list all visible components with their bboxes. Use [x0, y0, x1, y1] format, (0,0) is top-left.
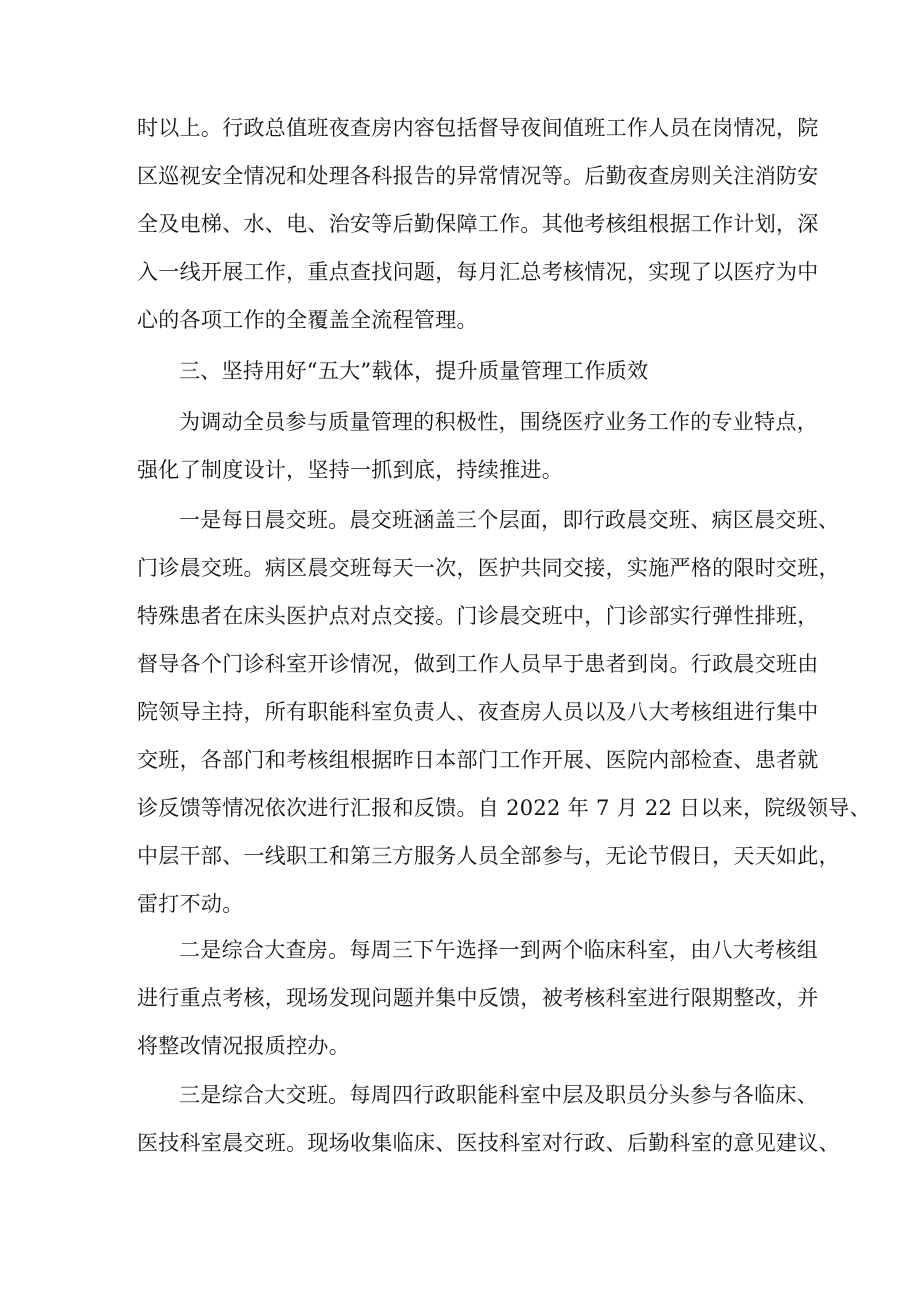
text-line: 医技科室晨交班。现场收集临床、医技科室对行政、后勤科室的意见建议、 — [137, 1131, 840, 1155]
text-line: 入一线开展工作，重点查找问题，每月汇总考核情况，实现了以医疗为中 — [137, 260, 819, 284]
text-line: 中层干部、一线职工和第三方服务人员全部参与，无论节假日，天天如此， — [137, 844, 840, 868]
text-line: 督导各个门诊科室开诊情况，做到工作人员早于患者到岗。行政晨交班由 — [137, 652, 819, 676]
text-line: 强化了制度设计，坚持一抓到底，持续推进。 — [137, 458, 563, 482]
text-line: 区巡视安全情况和处理各科报告的异常情况等。后勤夜查房则关注消防安 — [137, 164, 819, 188]
body-paragraph — [137, 398, 818, 494]
text-line: 雷打不动。 — [137, 892, 244, 916]
text-line: 二是综合大查房。每周三下午选择一到两个临床科室，由八大考核组 — [179, 938, 818, 962]
body-paragraph — [137, 1071, 840, 1167]
text-line: 诊反馈等情况依次进行汇报和反馈。自 2022 年 7 月 22 日以来，院级领导、 — [137, 796, 871, 820]
text-line: 交班，各部门和考核组根据昨日本部门工作开展、医院内部检查、患者就 — [137, 748, 819, 772]
body-paragraph — [137, 926, 819, 1070]
body-paragraph — [137, 104, 819, 344]
text-line: 将整改情况报质控办。 — [137, 1034, 350, 1058]
text-line: 门诊晨交班。病区晨交班每天一次，医护共同交接，实施严格的限时交班， — [137, 556, 840, 580]
text-line: 为调动全员参与质量管理的积极性，围绕医疗业务工作的专业特点， — [179, 410, 818, 434]
text-line: 三是综合大交班。每周四行政职能科室中层及职员分头参与各临床、 — [179, 1083, 818, 1107]
text-line: 特殊患者在床头医护点对点交接。门诊晨交班中，门诊部实行弹性排班， — [137, 604, 819, 628]
text-line: 院领导主持，所有职能科室负责人、夜查房人员以及八大考核组进行集中 — [137, 700, 819, 724]
heading-line: 三、坚持用好“五大”载体，提升质量管理工作质效 — [179, 359, 649, 383]
text-line: 一是每日晨交班。晨交班涵盖三个层面，即行政晨交班、病区晨交班、 — [179, 508, 840, 532]
text-line: 全及电梯、水、电、治安等后勤保障工作。其他考核组根据工作计划，深 — [137, 212, 819, 236]
text-line: 心的各项工作的全覆盖全流程管理。 — [137, 308, 478, 332]
body-paragraph — [137, 496, 871, 928]
text-line: 进行重点考核，现场发现问题并集中反馈，被考核科室进行限期整改，并 — [137, 986, 819, 1010]
text-line: 时以上。行政总值班夜查房内容包括督导夜间值班工作人员在岗情况，院 — [137, 116, 819, 140]
section-heading — [137, 347, 797, 395]
